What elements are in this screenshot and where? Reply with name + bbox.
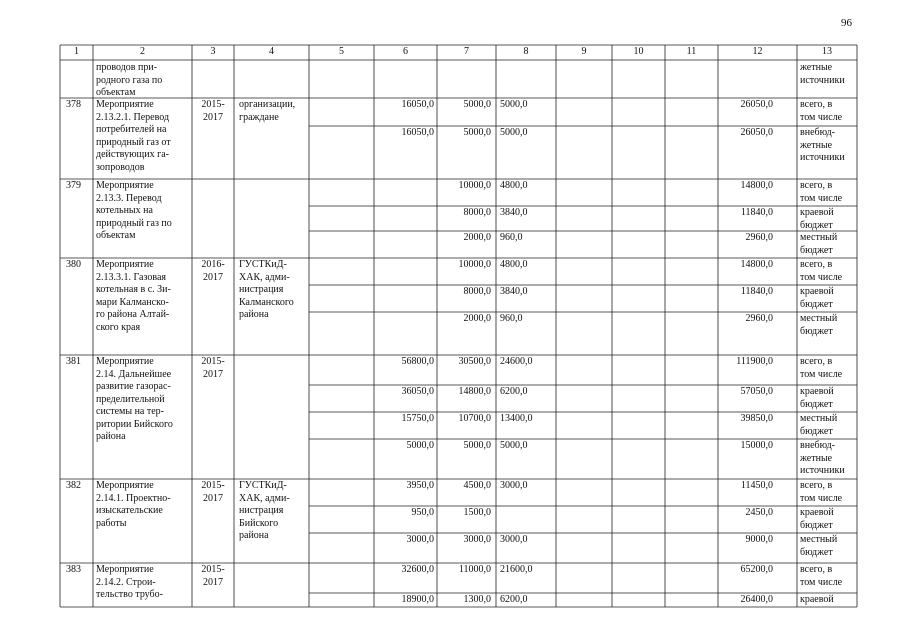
- measure-name: котельная в с. Зи-: [96, 284, 171, 295]
- value-col8: 3840,0: [500, 207, 528, 218]
- funding-source: том числе: [800, 111, 843, 123]
- funding-source: бюджет: [800, 298, 833, 310]
- measure-name: действующих га-: [96, 149, 169, 160]
- funding-source: внебюд-: [800, 440, 835, 451]
- measure-name: пределительной: [96, 393, 165, 405]
- value-col12: 26050,0: [740, 127, 773, 138]
- carry-name: проводов при-: [96, 62, 158, 73]
- funding-source: том числе: [800, 576, 843, 588]
- value-col8: 6200,0: [500, 594, 528, 605]
- value-col7: 5000,0: [463, 440, 491, 451]
- row-number: 378: [66, 99, 81, 110]
- value-col8: 21600,0: [500, 564, 533, 575]
- value-col8: 4800,0: [500, 180, 528, 191]
- period-years: 2015-: [201, 480, 225, 491]
- executor: организации,: [239, 99, 296, 110]
- value-col7: 2000,0: [463, 232, 491, 243]
- period-years: 2016-: [201, 259, 225, 270]
- measure-name: 2.14. Дальнейшее: [96, 368, 172, 380]
- value-col12: 2960,0: [745, 313, 773, 324]
- column-header: 11: [686, 46, 697, 57]
- row-number: 383: [66, 564, 81, 575]
- period-years: 2015-: [201, 564, 225, 575]
- value-col7: 4500,0: [463, 480, 491, 491]
- measure-name: района: [96, 431, 126, 442]
- funding-source: всего, в: [800, 180, 833, 191]
- value-col7: 3000,0: [463, 534, 491, 545]
- funding-source: местный: [800, 413, 838, 424]
- funding-source: всего, в: [800, 259, 833, 270]
- value-col12: 2960,0: [745, 232, 773, 243]
- funding-source: краевой: [800, 507, 834, 518]
- funding-source: краевой: [800, 207, 834, 218]
- measure-name: Мероприятие: [96, 180, 154, 191]
- value-col8: 13400,0: [500, 413, 533, 424]
- carry-name: объектам: [96, 87, 136, 98]
- value-col12: 26400,0: [740, 594, 773, 605]
- period-years: 2017: [203, 111, 223, 123]
- measure-name: го района Алтай-: [96, 309, 170, 320]
- funding-source: внебюд-: [800, 127, 835, 138]
- row-number: 380: [66, 259, 81, 270]
- value-col6: 3950,0: [406, 480, 434, 491]
- value-col12: 11840,0: [740, 207, 773, 218]
- executor: района: [239, 530, 269, 541]
- carry-source: источники: [800, 74, 845, 86]
- executor: Бийского: [239, 517, 279, 529]
- measure-name: ского края: [96, 321, 141, 333]
- value-col12: 11450,0: [740, 480, 773, 491]
- funding-source: бюджет: [800, 425, 833, 437]
- column-header: 6: [403, 46, 408, 57]
- funding-source: местный: [800, 534, 838, 545]
- value-col8: 5000,0: [500, 440, 528, 451]
- funding-source: том числе: [800, 192, 843, 204]
- column-header: 7: [464, 46, 469, 57]
- measure-name: Мероприятие: [96, 564, 154, 575]
- measure-name: системы на тер-: [96, 406, 165, 417]
- funding-source: бюджет: [800, 519, 833, 531]
- measure-name: 2.14.1. Проектно-: [96, 492, 171, 504]
- measure-name: Мероприятие: [96, 259, 154, 270]
- period-years: 2015-: [201, 356, 225, 367]
- page-number: 96: [841, 17, 852, 29]
- value-col7: 10000,0: [458, 180, 491, 191]
- executor: ХАК, адми-: [239, 492, 290, 504]
- value-col8: 5000,0: [500, 99, 528, 110]
- funding-source: бюджет: [800, 546, 833, 558]
- measure-name: объектам: [96, 230, 136, 241]
- executor: ХАК, адми-: [239, 271, 290, 283]
- executor: Калманского: [239, 296, 294, 308]
- measure-name: 2.14.2. Строи-: [96, 576, 156, 588]
- measure-name: тельство трубо-: [96, 589, 163, 600]
- value-col7: 10700,0: [458, 413, 491, 424]
- measure-name: Мероприятие: [96, 356, 154, 367]
- funding-source: местный: [800, 313, 838, 324]
- value-col6: 950,0: [411, 507, 434, 518]
- value-col6: 16050,0: [401, 99, 434, 110]
- value-col7: 5000,0: [463, 127, 491, 138]
- value-col12: 14800,0: [740, 259, 773, 270]
- measure-name: мари Калманско-: [96, 296, 169, 308]
- executor: нистрация: [239, 505, 284, 516]
- value-col7: 14800,0: [458, 386, 491, 397]
- period-years: 2017: [203, 576, 223, 588]
- funding-source: бюджет: [800, 219, 833, 231]
- value-col8: 3000,0: [500, 534, 528, 545]
- period-years: 2017: [203, 368, 223, 380]
- value-col12: 111900,0: [736, 356, 773, 367]
- period-years: 2015-: [201, 99, 225, 110]
- measure-name: Мероприятие: [96, 480, 154, 491]
- column-header: 4: [269, 46, 274, 57]
- value-col6: 3000,0: [406, 534, 434, 545]
- value-col6: 18900,0: [401, 594, 434, 605]
- funding-source: бюджет: [800, 244, 833, 256]
- column-header: 10: [633, 46, 644, 57]
- funding-source: источники: [800, 465, 845, 476]
- funding-source: краевой: [800, 386, 834, 397]
- funding-source: жетные: [800, 139, 833, 151]
- measure-name: котельных на: [96, 205, 153, 216]
- value-col7: 2000,0: [463, 313, 491, 324]
- funding-source: всего, в: [800, 480, 833, 491]
- row-number: 379: [66, 180, 81, 191]
- value-col8: 24600,0: [500, 356, 533, 367]
- value-col8: 5000,0: [500, 127, 528, 138]
- funding-source: жетные: [800, 452, 833, 464]
- funding-source: краевой: [800, 594, 834, 605]
- value-col6: 36050,0: [401, 386, 434, 397]
- value-col8: 3840,0: [500, 286, 528, 297]
- value-col8: 6200,0: [500, 386, 528, 397]
- funding-source: бюджет: [800, 325, 833, 337]
- value-col6: 5000,0: [406, 440, 434, 451]
- carry-source: жетные: [800, 62, 833, 73]
- measure-name: ритории Бийского: [96, 418, 173, 430]
- column-header: 13: [822, 46, 832, 57]
- value-col12: 11840,0: [740, 286, 773, 297]
- funding-source: источники: [800, 152, 845, 163]
- measure-name: 2.13.3. Перевод: [96, 192, 162, 204]
- executor: ГУСТКиД-: [239, 480, 287, 491]
- funding-source: всего, в: [800, 356, 833, 367]
- measure-name: 2.13.3.1. Газовая: [96, 271, 166, 283]
- executor: граждане: [239, 111, 279, 123]
- value-col12: 26050,0: [740, 99, 773, 110]
- value-col12: 57050,0: [740, 386, 773, 397]
- column-header: 2: [140, 46, 145, 57]
- value-col7: 5000,0: [463, 99, 491, 110]
- period-years: 2017: [203, 492, 223, 504]
- value-col12: 65200,0: [740, 564, 773, 575]
- measure-name: потребителей на: [96, 124, 167, 135]
- value-col7: 8000,0: [463, 207, 491, 218]
- measure-name: работы: [96, 517, 127, 529]
- column-header: 8: [523, 46, 529, 57]
- value-col7: 30500,0: [458, 356, 491, 367]
- value-col6: 15750,0: [401, 413, 434, 424]
- value-col7: 1300,0: [463, 594, 491, 605]
- funding-source: местный: [800, 232, 838, 243]
- measure-name: Мероприятие: [96, 99, 154, 110]
- value-col7: 1500,0: [463, 507, 491, 518]
- carry-name: родного газа по: [96, 74, 163, 86]
- executor: района: [239, 309, 269, 320]
- funding-source: том числе: [800, 271, 843, 283]
- period-years: 2017: [203, 271, 223, 283]
- value-col8: 960,0: [500, 232, 523, 243]
- funding-source: всего, в: [800, 564, 833, 575]
- value-col6: 56800,0: [401, 356, 434, 367]
- measure-name: зопроводов: [96, 161, 145, 173]
- value-col6: 16050,0: [401, 127, 434, 138]
- column-header: 1: [74, 46, 79, 57]
- funding-source: всего, в: [800, 99, 833, 110]
- value-col12: 14800,0: [740, 180, 773, 191]
- value-col8: 3000,0: [500, 480, 528, 491]
- funding-source: том числе: [800, 368, 843, 380]
- row-number: 382: [66, 480, 81, 491]
- measure-name: изыскательские: [96, 505, 163, 516]
- value-col12: 39850,0: [740, 413, 773, 424]
- column-header: 5: [339, 46, 344, 57]
- column-header: 12: [752, 46, 763, 57]
- funding-source: бюджет: [800, 398, 833, 410]
- funding-source: краевой: [800, 286, 834, 297]
- value-col12: 15000,0: [740, 440, 773, 451]
- executor: ГУСТКиД-: [239, 259, 287, 270]
- value-col7: 10000,0: [458, 259, 491, 270]
- value-col8: 960,0: [500, 313, 523, 324]
- executor: нистрация: [239, 284, 284, 295]
- value-col8: 4800,0: [500, 259, 528, 270]
- measure-name: природный газ по: [96, 217, 172, 229]
- column-header: 3: [210, 46, 216, 57]
- column-header: 9: [581, 46, 587, 57]
- funding-source: том числе: [800, 492, 843, 504]
- measure-name: природный газ от: [96, 136, 171, 148]
- value-col12: 2450,0: [745, 507, 773, 518]
- value-col7: 8000,0: [463, 286, 491, 297]
- row-number: 381: [66, 356, 81, 367]
- value-col6: 32600,0: [401, 564, 434, 575]
- value-col12: 9000,0: [745, 534, 773, 545]
- value-col7: 11000,0: [458, 564, 491, 575]
- measure-name: развитие газорас-: [96, 381, 171, 392]
- measure-name: 2.13.2.1. Перевод: [96, 111, 170, 123]
